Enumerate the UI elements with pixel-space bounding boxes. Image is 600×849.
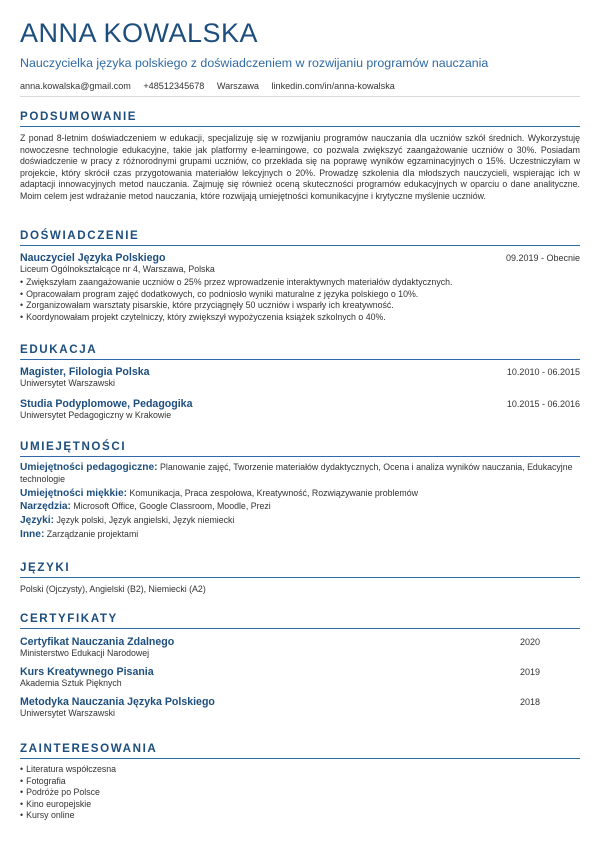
skill-value: Zarządzanie projektami: [46, 528, 139, 539]
languages-heading: JĘZYKI: [20, 561, 580, 578]
certificate-entry: [20, 636, 580, 659]
list-item: • Zwiększyłam zaangażowanie uczniów o 25% przez wprowadzenie interaktywnych materiałów dydaktycznych.: [20, 277, 580, 289]
certificates-section: [20, 612, 580, 719]
summary-heading: PODSUMOWANIE: [20, 110, 580, 127]
skill-label: Umiejętności miękkie:: [20, 487, 128, 499]
contact-email[interactable]: anna.kowalska@gmail.com: [20, 81, 131, 91]
candidate-tagline: Nauczycielka języka polskiego z doświadczeniem w rozwijaniu programów nauczania: [20, 56, 489, 70]
degree-dates: 10.2015 - 06.2016: [506, 399, 580, 409]
interests-section: [20, 742, 580, 822]
certificate-entry: [20, 666, 580, 689]
experience-heading: DOŚWIADCZENIE: [20, 229, 580, 246]
list-item: • Koordynowałam projekt czytelniczy, który zwiększył wypożyczenia książek szkolnych o 40%.: [20, 312, 580, 324]
education-section: [20, 343, 580, 421]
degree-dates: 10.2010 - 06.2015: [506, 367, 580, 377]
degree-title: Magister, Filologia Polska: [20, 366, 150, 378]
certificate-name: Kurs Kreatywnego Pisania: [20, 666, 154, 678]
job-employer: Liceum Ogólnokształcące nr 4, Warszawa, Polska: [20, 264, 215, 274]
candidate-name: ANNA KOWALSKA: [20, 18, 259, 48]
certificate-issuer: Akademia Sztuk Pięknych: [20, 678, 122, 688]
list-item: • Kursy online: [20, 810, 580, 822]
list-item: • Kino europejskie: [20, 799, 580, 811]
skill-label: Inne:: [20, 528, 45, 540]
contact-city: Warszawa: [216, 81, 259, 91]
certificate-year: 2018: [519, 697, 540, 707]
skill-label: Języki:: [20, 515, 54, 527]
experience-section: [20, 229, 580, 323]
certificate-issuer: Ministerstwo Edukacji Narodowej: [20, 648, 150, 658]
skill-row: [20, 488, 580, 500]
header-divider: [20, 96, 580, 97]
skill-value: Komunikacja, Praca zespołowa, Kreatywność, Rozwiązywanie problemów: [129, 487, 418, 498]
interests-list: [20, 764, 580, 822]
contact-phone: +48512345678: [143, 81, 205, 91]
skill-label: Umiejętności pedagogiczne:: [20, 462, 158, 473]
certificate-year: 2020: [519, 637, 540, 647]
contact-linkedin[interactable]: linkedin.com/in/anna-kowalska: [271, 81, 395, 91]
summary-section: [20, 110, 580, 203]
experience-entry: [20, 252, 580, 323]
job-dates: 09.2019 - Obecnie: [505, 253, 580, 263]
education-entry: [20, 366, 580, 389]
skill-row: [20, 515, 580, 527]
certificate-name: Certyfikat Nauczania Zdalnego: [20, 636, 175, 648]
job-achievements: [20, 277, 580, 323]
skill-row: [20, 462, 580, 486]
certificate-issuer: Uniwersytet Warszawski: [20, 708, 115, 718]
certificate-year: 2019: [519, 667, 540, 677]
list-item: • Zorganizowałam warsztaty pisarskie, które przyciągnęły 50 uczniów i wsparły ich kreatywność.: [20, 300, 580, 312]
list-item: • Opracowałam program zajęć dodatkowych, co podniosło wyniki maturalne z języka polskiego o 10%.: [20, 289, 580, 301]
skills-heading: UMIEJĘTNOŚCI: [20, 440, 580, 457]
summary-text: Z ponad 8-letnim doświadczeniem w edukacji, specjalizuję się w rozwijaniu programów nauczania dla uczniów szkół średnich. Wykorzystuję nowoczesne technologie edukacyjne, takie jak platformy e-learningowe, co pozwala zwiększyć zaangażowanie uczniów o 30%. Posiadam doświadczenie w pracy z różnorodnymi grupami uczniów, co przekłada się na poprawę wyników egzaminacyjnych o 15%. Uczestniczyłam w projekcie, który skrócił czas przygotowania materiałów lekcyjnych o 20%. Prowadzę szkolenia dla młodszych nauczycieli, wspierając ich w adaptacji innowacyjnych metod nauczania. Zajmuję się również oceną skuteczności programów edukacyjnych w oparciu o dane analityczne. Moim celem jest wdrażanie metod nauczania, które rozwijają umiejętności komunikacyjne i krytyczne myślenie uczniów.: [20, 133, 580, 201]
degree-school: Uniwersytet Pedagogiczny w Krakowie: [20, 410, 172, 420]
languages-text: Polski (Ojczysty), Angielski (B2), Niemiecki (A2): [20, 584, 206, 594]
skill-value: Język polski, Język angielski, Język niemiecki: [56, 515, 235, 526]
job-title: Nauczyciel Języka Polskiego: [20, 252, 166, 264]
list-item: • Literatura współczesna: [20, 764, 580, 776]
skill-label: Narzędzia:: [20, 501, 71, 513]
education-heading: EDUKACJA: [20, 343, 580, 360]
education-entry: [20, 398, 580, 421]
languages-section: [20, 561, 580, 596]
certificate-entry: [20, 696, 580, 719]
list-item: • Podróże po Polsce: [20, 787, 580, 799]
interests-heading: ZAINTERESOWANIA: [20, 742, 580, 759]
degree-title: Studia Podyplomowe, Pedagogika: [20, 398, 193, 410]
certificates-heading: CERTYFIKATY: [20, 612, 580, 629]
degree-school: Uniwersytet Warszawski: [20, 378, 115, 388]
skills-section: [20, 440, 580, 541]
skill-value: Microsoft Office, Google Classroom, Moodle, Prezi: [73, 501, 271, 512]
certificate-name: Metodyka Nauczania Języka Polskiego: [20, 696, 215, 708]
skill-value: Planowanie zajęć, Tworzenie materiałów dydaktycznych, Ocena i analiza wyników nauczania, Edukacyjne technologie: [20, 462, 573, 484]
skill-row: [20, 501, 580, 513]
skill-row: [20, 529, 580, 541]
contact-line: [20, 81, 405, 91]
list-item: • Fotografia: [20, 776, 580, 788]
